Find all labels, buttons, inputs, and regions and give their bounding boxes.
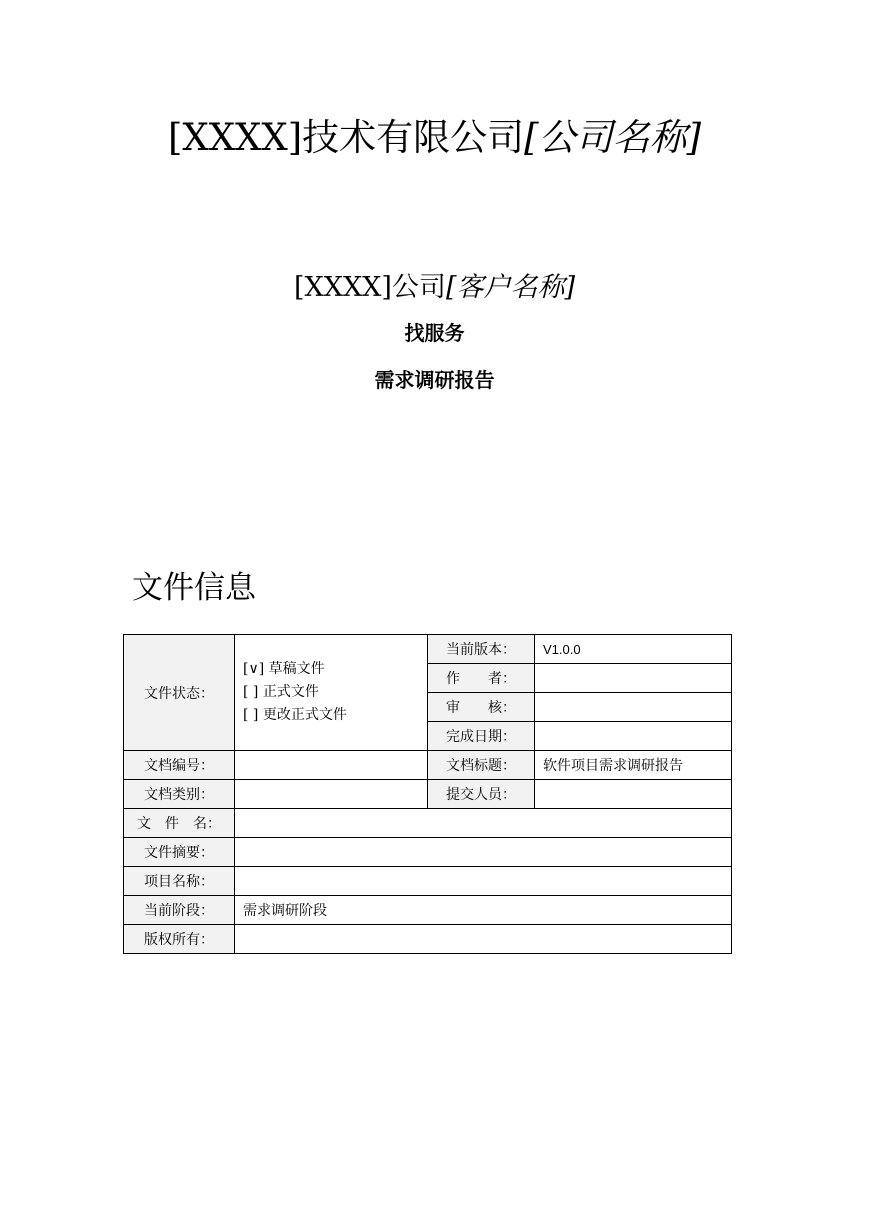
doc-title-value: 软件项目需求调研报告 [535,751,732,780]
stage-label: 当前阶段： [124,896,235,925]
status-option-formal[interactable]: [ ] 正式文件 [243,684,319,700]
submitter-label: 提交人员： [428,780,535,809]
date-label: 完成日期： [428,722,535,751]
table-row [124,780,732,809]
doc-type-value [235,780,428,809]
summary-label: 文件摘要： [124,838,235,867]
section-heading: 文件信息 [132,570,256,606]
version-value: V1.0.0 [535,635,732,664]
company-name: [XXXX]技术有限公司 [167,116,525,159]
company-title [0,112,869,164]
service-title: 找服务 [404,321,465,345]
author-value [535,664,732,693]
copyright-label: 版权所有： [124,925,235,954]
table-row [124,809,732,838]
reviewer-value [535,693,732,722]
status-option-revised[interactable]: [ ] 更改正式文件 [243,707,347,723]
status-options [235,635,428,751]
client-title [0,268,869,308]
project-name-value [235,867,732,896]
document-info-table [123,634,732,954]
copyright-value [235,925,732,954]
filename-value [235,809,732,838]
table-row [124,838,732,867]
status-label: 文件状态： [124,635,235,751]
version-label: 当前版本： [428,635,535,664]
status-option-draft[interactable]: [∨] 草稿文件 [243,661,325,677]
stage-value: 需求调研阶段 [235,896,732,925]
table-row [124,867,732,896]
author-label: 作 者： [428,664,535,693]
summary-value [235,838,732,867]
table-row [124,751,732,780]
filename-label: 文 件 名： [124,809,235,838]
reviewer-label: 审 核： [428,693,535,722]
client-placeholder: [客户名称] [445,272,576,303]
table-row [124,925,732,954]
date-value [535,722,732,751]
table-row [124,896,732,925]
table-row [124,635,732,664]
doc-type-label: 文档类别： [124,780,235,809]
client-name: [XXXX]公司 [293,272,446,303]
project-name-label: 项目名称： [124,867,235,896]
doc-number-value [235,751,428,780]
submitter-value [535,780,732,809]
report-title: 需求调研报告 [374,368,495,392]
doc-number-label: 文档编号： [124,751,235,780]
doc-title-label: 文档标题： [428,751,535,780]
company-placeholder: [公司名称] [524,116,702,159]
